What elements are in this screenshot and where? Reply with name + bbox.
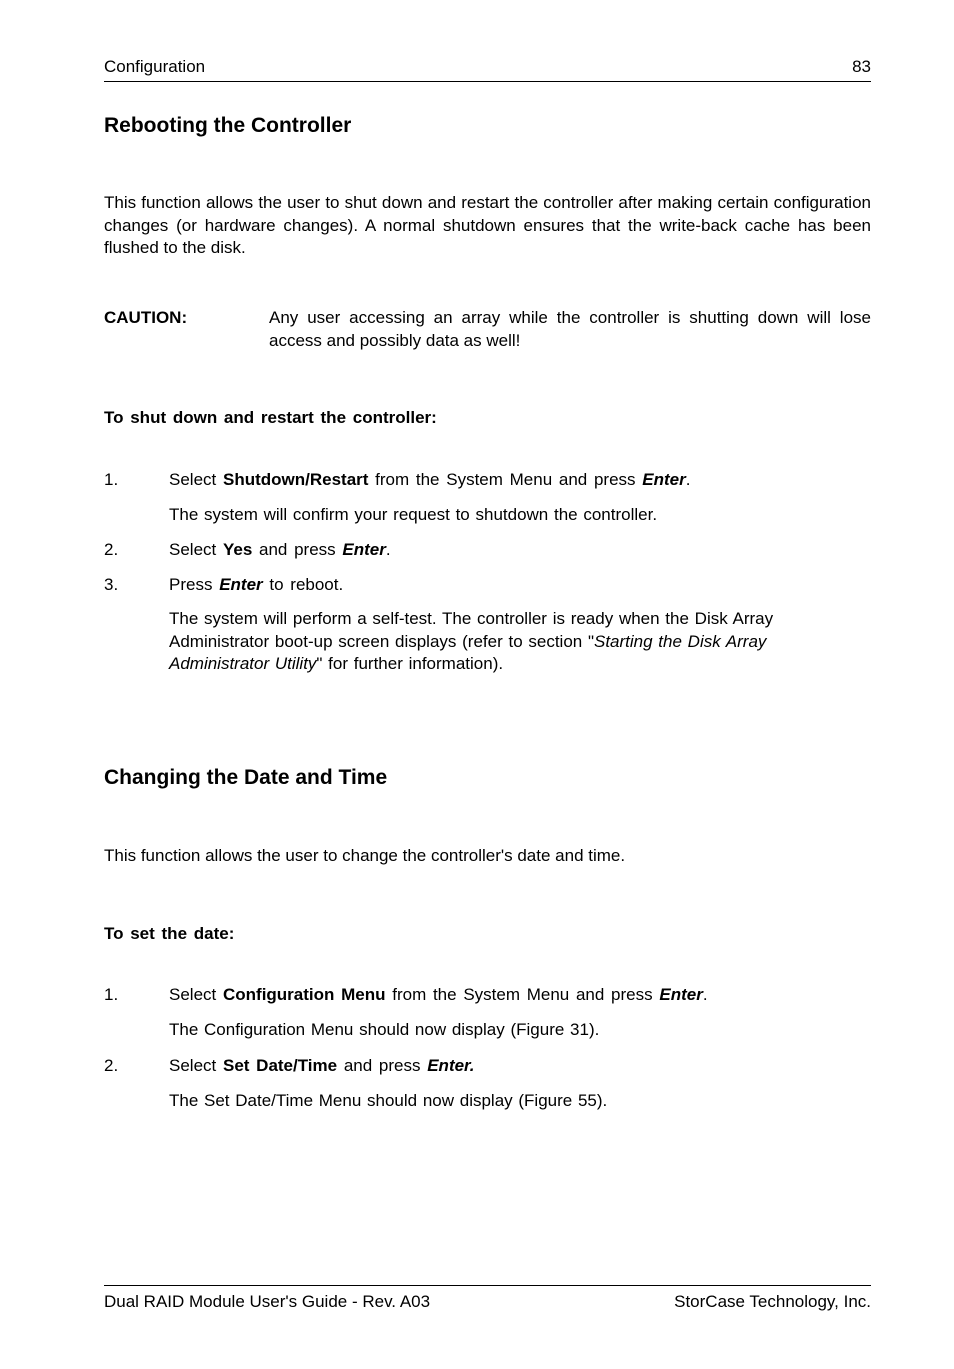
step-key-name: Enter xyxy=(342,540,386,559)
step-text-part: from the System Menu and press xyxy=(385,985,660,1004)
step-text-part: from the System Menu and press xyxy=(368,470,643,489)
reboot-step-2 xyxy=(169,539,871,561)
section-heading-reboot: Rebooting the Controller xyxy=(104,114,352,137)
reboot-step-3-note xyxy=(169,608,856,676)
note-text-part: The system will perform a self-test. The controller is ready when the Disk Array Administrator boot-up screen displays (refer to section " xyxy=(169,609,774,651)
note-text-part: " for further information). xyxy=(316,654,504,673)
step-key-name: Enter xyxy=(642,470,686,489)
step-text-part: to reboot. xyxy=(262,575,344,594)
header-page-number: 83 xyxy=(852,57,871,76)
step-key-name: Enter. xyxy=(427,1056,475,1075)
step-text-part: and press xyxy=(252,540,343,559)
step-text-part: Select xyxy=(169,540,223,559)
step-number: 3. xyxy=(104,575,119,594)
step-menu-item: Shutdown/Restart xyxy=(222,470,369,489)
reboot-intro-paragraph: This function allows the user to shut down and restart the controller after making certain configuration changes (or hardware changes). A normal shutdown ensures that the write-back cache has been flushed to the disk. xyxy=(104,193,871,257)
section-reference: Starting the Disk Array Administrator Utility xyxy=(169,631,767,673)
step-menu-item: Yes xyxy=(222,540,253,559)
reboot-step-1 xyxy=(169,469,871,491)
reboot-step-3 xyxy=(169,574,871,596)
section-heading-datetime: Changing the Date and Time xyxy=(104,766,388,789)
step-number: 1. xyxy=(104,985,119,1004)
caution-text: Any user accessing an array while the controller is shutting down will lose access and possibly data as well! xyxy=(269,308,871,350)
footer-document-title: Dual RAID Module User's Guide - Rev. A03 xyxy=(104,1292,431,1311)
header-section-title: Configuration xyxy=(104,57,206,76)
footer-company-name: StorCase Technology, Inc. xyxy=(674,1292,871,1311)
header-rule xyxy=(104,81,871,82)
date-step-1-note: The Configuration Menu should now display (Figure 31). xyxy=(169,1020,600,1039)
step-key-name: Enter xyxy=(659,985,703,1004)
caution-label: CAUTION: xyxy=(104,308,188,327)
date-step-2-note: The Set Date/Time Menu should now display (Figure 55). xyxy=(169,1091,608,1110)
step-key-name: Enter xyxy=(219,575,263,594)
step-text-part: . xyxy=(702,985,708,1004)
step-text-part: . xyxy=(685,470,691,489)
procedure-title-reboot: To shut down and restart the controller: xyxy=(104,408,437,427)
page-header xyxy=(104,56,871,78)
step-text-part: Select xyxy=(169,985,223,1004)
footer-rule xyxy=(104,1285,871,1286)
step-text-part: and press xyxy=(337,1056,428,1075)
step-text-part: Press xyxy=(169,575,220,594)
step-number: 2. xyxy=(104,540,119,559)
step-number: 1. xyxy=(104,470,119,489)
reboot-step-1-note: The system will confirm your request to shutdown the controller. xyxy=(169,505,658,524)
date-step-1 xyxy=(169,984,871,1006)
page-footer xyxy=(104,1291,871,1313)
date-step-2 xyxy=(169,1055,871,1077)
document-page xyxy=(104,0,871,1369)
step-menu-item: Configuration Menu xyxy=(222,985,386,1004)
procedure-title-date: To set the date: xyxy=(104,924,235,943)
step-text-part: . xyxy=(385,540,391,559)
datetime-intro-paragraph: This function allows the user to change the controller's date and time. xyxy=(104,846,626,865)
step-text-part: Select xyxy=(169,1056,223,1075)
step-text-part: Select xyxy=(169,470,223,489)
step-number: 2. xyxy=(104,1056,119,1075)
step-menu-item: Set Date/Time xyxy=(222,1056,338,1075)
